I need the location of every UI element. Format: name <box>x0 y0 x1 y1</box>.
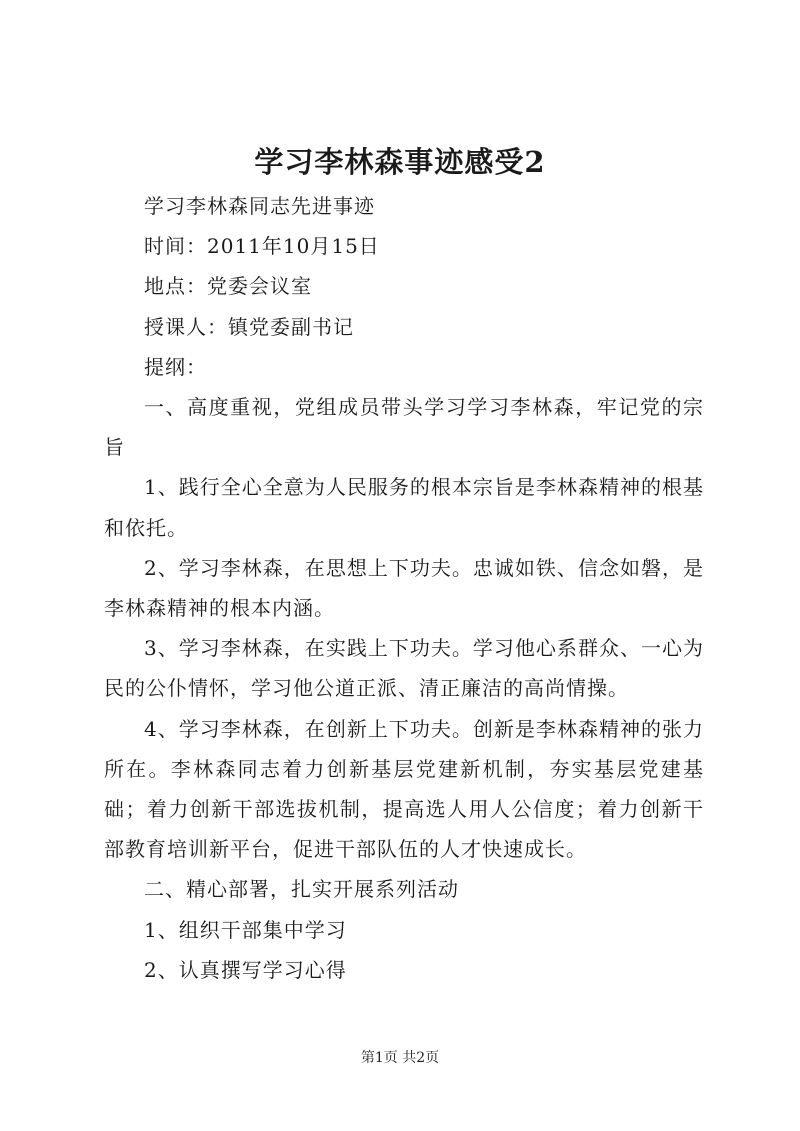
list-item-2-1: 1、组织干部集中学习 <box>144 917 347 942</box>
section-heading-1: 一、高度重视，党组成员带头学习学习李林森，牢记党的宗旨 <box>104 395 704 460</box>
document-title: 学习李林森事迹感受2 <box>254 145 546 179</box>
page-footer: 第1页 共2页 <box>360 1050 440 1066</box>
list-item-1-3: 3、学习李林森，在实践上下功夫。学习他心系群众、一心为民的公仆情怀，学习他公道正派、清正廉洁的高尚情操。 <box>104 636 704 701</box>
paragraph-time: 时间：2011年10月15日 <box>144 234 380 259</box>
paragraph-location: 地点：党委会议室 <box>144 274 312 299</box>
list-item-2-2: 2、认真撰写学习心得 <box>144 957 347 982</box>
list-item-1-2: 2、学习李林森，在思想上下功夫。忠诚如铁、信念如磐，是李林森精神的根本内涵。 <box>104 555 704 621</box>
section-heading-2: 二、精心部署，扎实开展系列活动 <box>144 877 459 902</box>
document-body <box>104 186 704 990</box>
paragraph-subject: 学习李林森同志先进事迹 <box>144 194 375 218</box>
paragraph-lecturer: 授课人：镇党委副书记 <box>144 314 354 339</box>
paragraph-outline-label: 提纲： <box>144 354 207 379</box>
list-item-1-1: 1、践行全心全意为人民服务的根本宗旨是李林森精神的根基和依托。 <box>104 475 704 540</box>
list-item-1-4: 4、学习李林森，在创新上下功夫。创新是李林森精神的张力所在。李林森同志着力创新基层党建新机制，夯实基层党建基础；着力创新干部选拔机制，提高选人用人公信度；着力创新干部教育培训新平台，促进干部队伍的人才快速成长。 <box>104 716 704 862</box>
